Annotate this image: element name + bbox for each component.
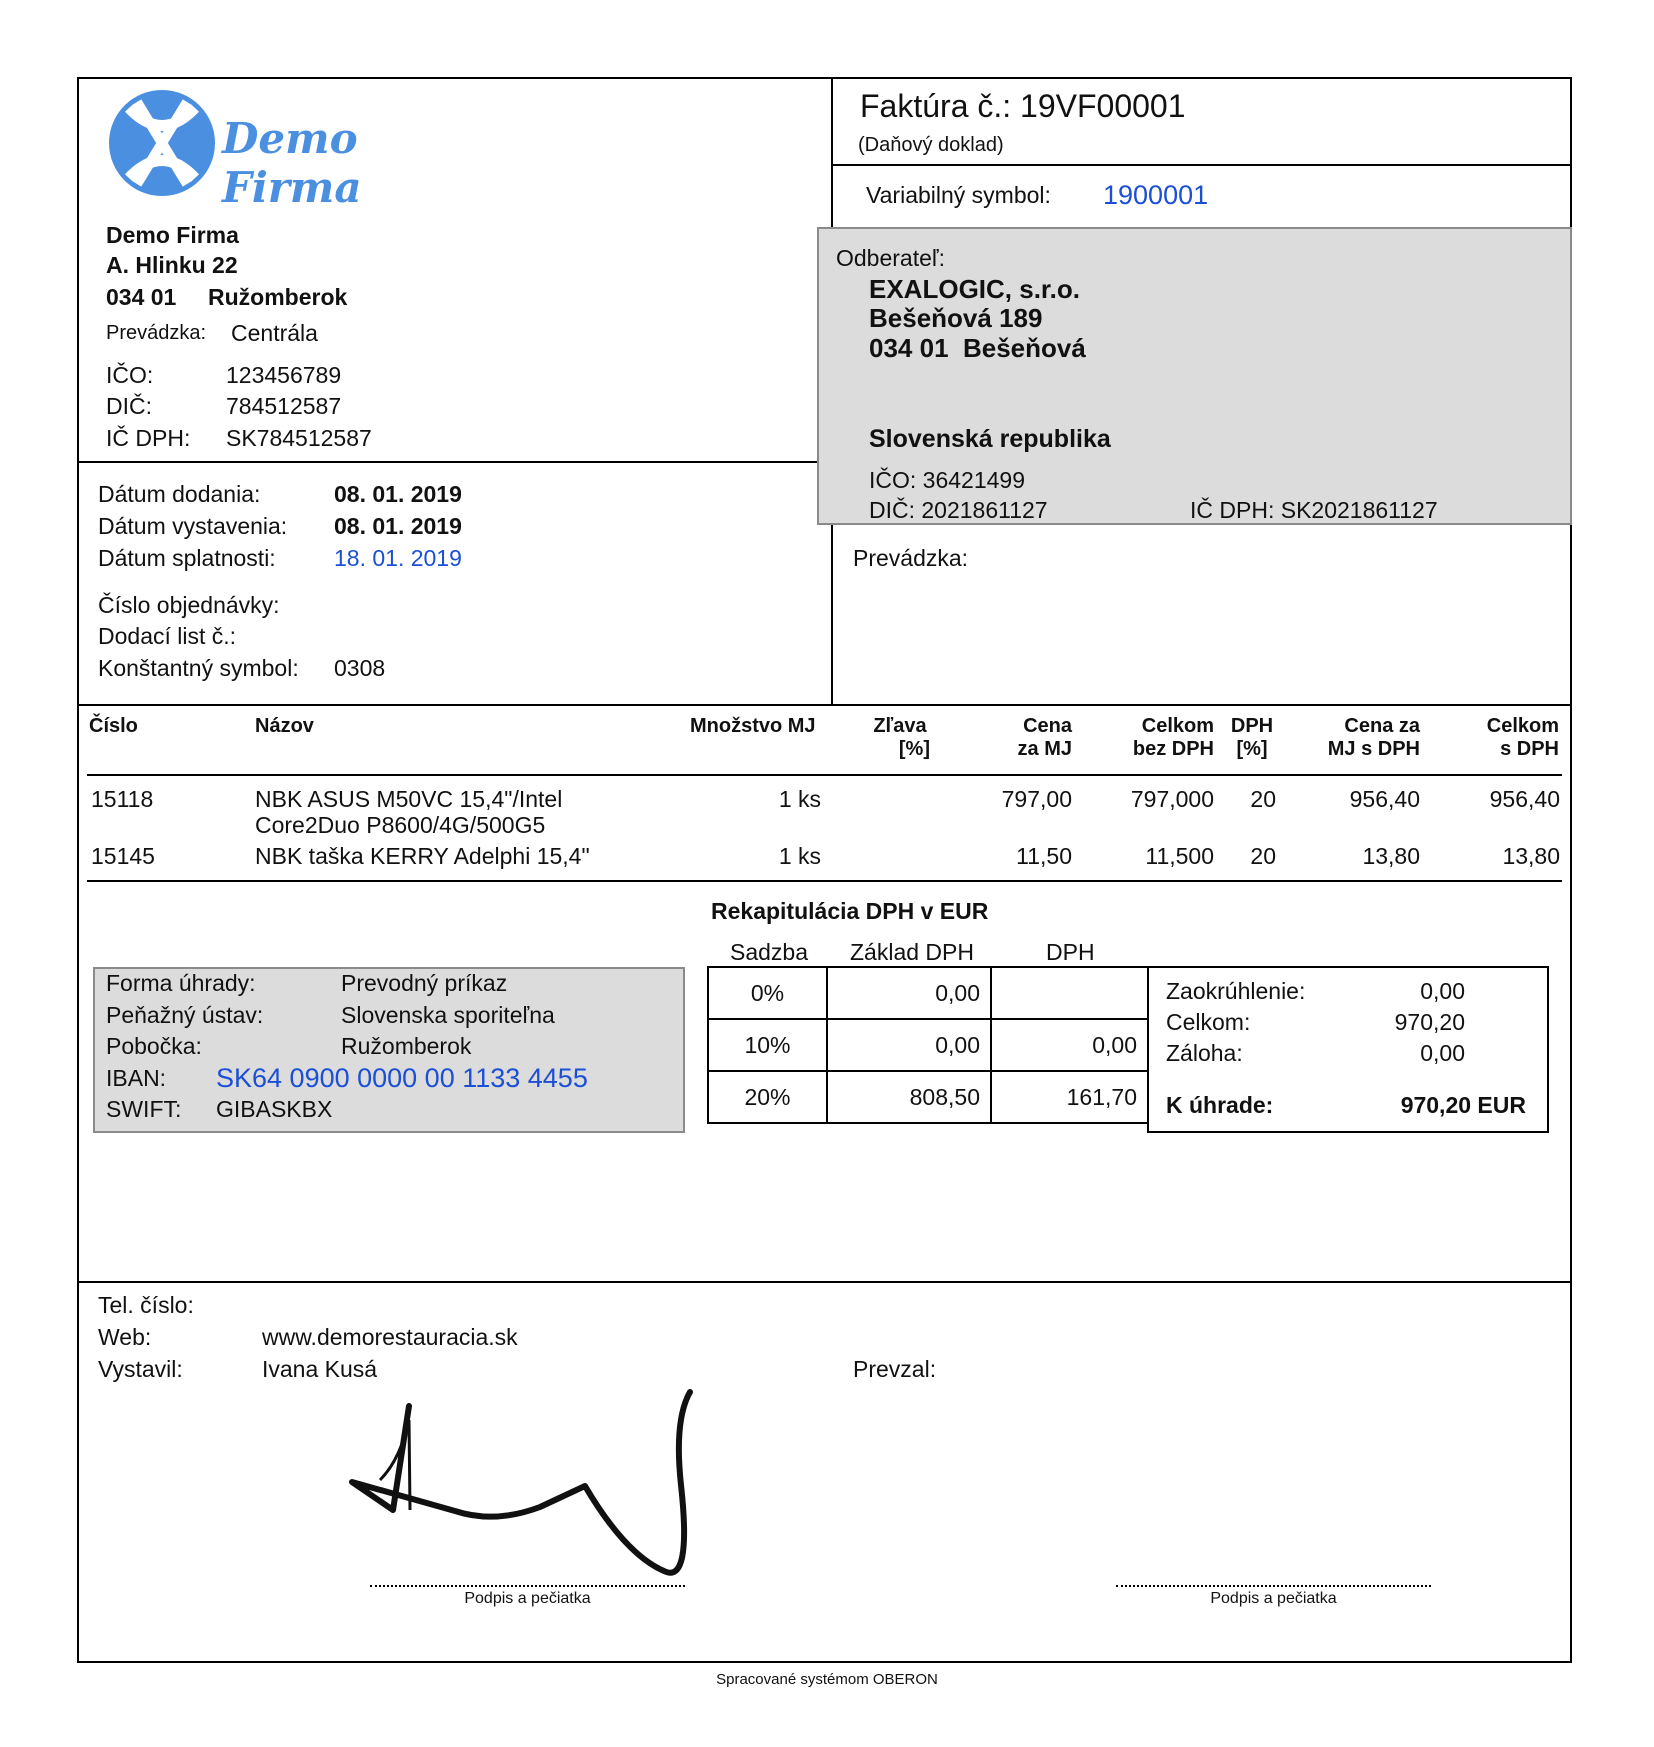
supplier-branch: Centrála: [231, 320, 318, 346]
signature: [340, 1380, 700, 1590]
issue-date-label: Dátum vystavenia:: [98, 513, 288, 539]
invoice-subtitle: (Daňový doklad): [858, 134, 1004, 156]
bank-label: Peňažný ústav:: [106, 1002, 264, 1028]
total-label: Celkom:: [1166, 1009, 1251, 1035]
tel-label: Tel. číslo:: [98, 1292, 194, 1318]
bank-branch: Ružomberok: [341, 1033, 472, 1059]
recap-vat: 161,70: [991, 1071, 1148, 1123]
variable-symbol-label: Variabilný symbol:: [866, 182, 1051, 208]
col-qty: Množstvo MJ: [690, 715, 816, 737]
amount-due-value: 970,20 EUR: [1400, 1092, 1526, 1118]
customer-branch-label: Prevádzka:: [853, 545, 969, 571]
logo-x-icon: [107, 88, 217, 198]
recap-rate: 10%: [708, 1019, 827, 1071]
item-number: 15145: [91, 843, 155, 869]
customer-zipcity: 034 01 Bešeňová: [869, 333, 1086, 363]
col-discount-line1: Zľava: [873, 715, 927, 737]
item-qty: 1 ks: [778, 843, 821, 869]
due-date: 18. 01. 2019: [334, 545, 462, 571]
delivery-note-label: Dodací list č.:: [98, 623, 237, 649]
col-vat-line2: [%]: [1236, 738, 1268, 760]
received-label: Prevzal:: [853, 1356, 937, 1382]
swift-label: SWIFT:: [106, 1096, 182, 1122]
customer-ico: IČO: 36421499: [869, 467, 1026, 493]
item-vat: 20: [1250, 843, 1276, 869]
customer-name: EXALOGIC, s.r.o.: [869, 274, 1080, 304]
recap-base: 0,00: [827, 1019, 991, 1071]
payment-method: Prevodný príkaz: [341, 970, 508, 996]
col-price: [960, 715, 1072, 761]
col-total-vat-line2: s DPH: [1500, 738, 1559, 760]
customer-street: Bešeňová 189: [869, 303, 1043, 333]
system-note: Spracované systémom OBERON: [716, 1671, 938, 1688]
item-name-line1: NBK taška KERRY Adelphi 15,4": [255, 843, 590, 869]
recap-col-vat: DPH: [1046, 939, 1095, 965]
col-price-vat: [1300, 715, 1420, 761]
signature-line-left: [370, 1585, 685, 1587]
vat-recap-table: [707, 966, 1149, 1124]
col-total: [1090, 715, 1214, 761]
supplier-dic-label: DIČ:: [106, 393, 152, 419]
col-discount: [860, 715, 940, 761]
col-price-vat-line1: Cena za: [1344, 715, 1420, 737]
advance-label: Záloha:: [1166, 1040, 1243, 1066]
divider: [87, 880, 1562, 882]
item-total-vat: 956,40: [1489, 786, 1560, 812]
signature-label-right: Podpis a pečiatka: [1210, 1590, 1337, 1607]
issued-by-label: Vystavil:: [98, 1356, 183, 1382]
col-total-vat-line1: Celkom: [1486, 715, 1559, 737]
iban-value: SK64 0900 0000 00 1133 4455: [216, 1063, 588, 1093]
col-name: Názov: [255, 715, 314, 737]
bank-name: Slovenska sporiteľna: [341, 1002, 555, 1028]
item-total: 11,500: [1145, 843, 1214, 869]
recap-rate: 0%: [708, 967, 827, 1019]
payment-method-label: Forma úhrady:: [106, 970, 256, 996]
item-price-vat: 956,40: [1349, 786, 1420, 812]
item-vat: 20: [1250, 786, 1276, 812]
recap-title: Rekapitulácia DPH v EUR: [711, 898, 989, 924]
bank-branch-label: Pobočka:: [106, 1033, 202, 1059]
col-price-line2: za MJ: [1017, 738, 1072, 760]
table-row: [708, 1019, 1148, 1071]
supplier-icdph: SK784512587: [226, 425, 372, 451]
item-total-vat: 13,80: [1502, 843, 1560, 869]
invoice-title: Faktúra č.: 19VF00001: [860, 88, 1186, 124]
recap-base: 808,50: [827, 1071, 991, 1123]
item-price: 797,00: [1001, 786, 1072, 812]
company-logo: [107, 88, 467, 212]
item-qty: 1 ks: [778, 786, 821, 812]
amount-due-label: K úhrade:: [1166, 1092, 1274, 1118]
item-price: 11,50: [1016, 843, 1072, 869]
web-value: www.demorestauracia.sk: [262, 1324, 518, 1350]
col-vat: [1226, 715, 1278, 761]
constant-symbol-label: Konštantný symbol:: [98, 655, 299, 681]
logo-text: Demo Firma: [222, 114, 362, 212]
col-vat-line1: DPH: [1230, 715, 1274, 737]
item-name-line1: NBK ASUS M50VC 15,4"/Intel: [255, 786, 563, 812]
divider: [77, 704, 1572, 706]
item-name-line2: Core2Duo P8600/4G/500G5: [255, 812, 546, 838]
supplier-name: Demo Firma: [106, 222, 239, 248]
supplier-icdph-label: IČ DPH:: [106, 425, 191, 451]
due-date-label: Dátum splatnosti:: [98, 545, 276, 571]
supplier-dic: 784512587: [226, 393, 342, 419]
constant-symbol: 0308: [334, 655, 386, 681]
rounding-value: 0,00: [1420, 978, 1465, 1004]
customer-country: Slovenská republika: [869, 425, 1111, 453]
customer-icdph: IČ DPH: SK2021861127: [1190, 497, 1438, 523]
issued-by: Ivana Kusá: [262, 1356, 378, 1382]
total-value: 970,20: [1394, 1009, 1465, 1035]
recap-base: 0,00: [827, 967, 991, 1019]
recap-rate: 20%: [708, 1071, 827, 1123]
col-discount-line2: [%]: [898, 738, 930, 760]
recap-vat: [991, 967, 1148, 1019]
delivery-date: 08. 01. 2019: [334, 481, 462, 507]
col-total-vat: [1440, 715, 1559, 761]
divider: [831, 164, 1572, 166]
recap-col-base: Základ DPH: [850, 939, 974, 965]
table-row: [708, 967, 1148, 1019]
signature-label-left: Podpis a pečiatka: [464, 1590, 591, 1607]
supplier-ico: 123456789: [226, 362, 342, 388]
col-total-line2: bez DPH: [1132, 738, 1214, 760]
supplier-branch-label: Prevádzka:: [106, 322, 207, 344]
advance-value: 0,00: [1420, 1040, 1465, 1066]
divider: [87, 774, 1562, 776]
variable-symbol-value: 1900001: [1103, 180, 1209, 210]
col-total-line1: Celkom: [1141, 715, 1214, 737]
item-number: 15118: [91, 786, 154, 812]
supplier-street: A. Hlinku 22: [106, 252, 238, 278]
divider: [77, 461, 831, 463]
swift-value: GIBASKBX: [216, 1096, 333, 1122]
customer-dic: DIČ: 2021861127: [869, 497, 1048, 523]
signature-line-right: [1116, 1585, 1431, 1587]
web-label: Web:: [98, 1324, 152, 1350]
recap-vat: 0,00: [991, 1019, 1148, 1071]
issue-date: 08. 01. 2019: [334, 513, 462, 539]
supplier-zip: 034 01: [106, 284, 177, 310]
supplier-city: Ružomberok: [208, 284, 348, 310]
recap-col-rate: Sadzba: [730, 939, 809, 965]
customer-label: Odberateľ:: [836, 245, 945, 271]
item-total: 797,000: [1130, 786, 1214, 812]
rounding-label: Zaokrúhlenie:: [1166, 978, 1306, 1004]
table-row: [708, 1071, 1148, 1123]
delivery-date-label: Dátum dodania:: [98, 481, 261, 507]
divider: [77, 1281, 1572, 1283]
col-price-line1: Cena: [1023, 715, 1072, 737]
supplier-ico-label: IČO:: [106, 362, 154, 388]
col-price-vat-line2: MJ s DPH: [1327, 738, 1420, 760]
item-price-vat: 13,80: [1362, 843, 1420, 869]
iban-label: IBAN:: [106, 1065, 167, 1091]
order-number-label: Číslo objednávky:: [98, 592, 280, 618]
col-number: Číslo: [89, 715, 138, 737]
